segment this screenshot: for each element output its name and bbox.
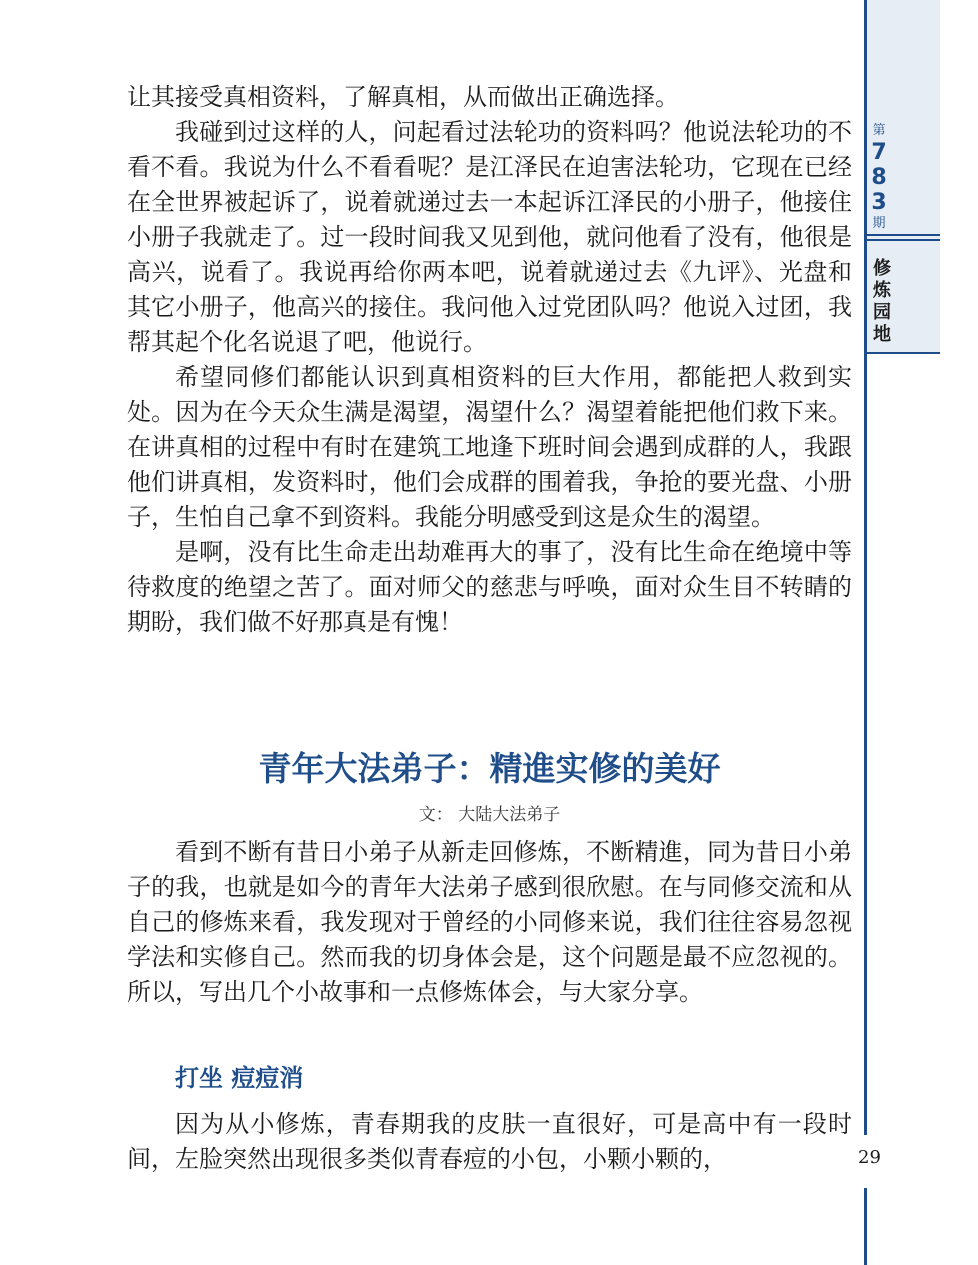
sidebar-rule-lower — [864, 1188, 867, 1265]
paragraph: 我碰到过这样的人，问起看过法轮功的资料吗？他说法轮功的不看不看。我说为什么不看看呢？是江泽民在迫害法轮功，它现在已经在全世界被起诉了，说着就递过去一本起诉江泽民的小册子，他接住小册子我就走了。过一段时间我又见到他，就问他看了没有，他很是高兴，说看了。我说再给你两本吧，说着就递过去《九评》、光盘和其它小册子，他高兴的接住。我问他入过党团队吗？他说入过团，我帮其起个化名说退了吧，他说行。 — [127, 118, 852, 356]
paragraph: 希望同修们都能认识到真相资料的巨大作用，都能把人救到实处。因为在今天众生满是渴望，渴望什么？渴望着能把他们救下来。在讲真相的过程中有时在建筑工地逢下班时间会遇到成群的人，我跟他们讲真相，发资料时，他们会成群的围着我，争抢的要光盘、小册子，生怕自己拿不到资料。我能分明感受到这是众生的渴望。 — [127, 363, 852, 531]
section-char: 修 — [873, 258, 891, 279]
issue-prefix: 第 — [872, 123, 886, 138]
section-subheading: 打坐 痘痘消 — [175, 1064, 304, 1092]
sidebar-divider — [867, 352, 940, 354]
issue-digit: 3 — [871, 190, 887, 215]
section-char: 炼 — [873, 280, 891, 301]
paragraph: 是啊，没有比生命走出劫难再大的事了，没有比生命在绝境中等待救度的绝望之苦了。面对师父的慈悲与呼唤，面对众生目不转睛的期盼，我们做不好那真是有愧！ — [127, 538, 852, 636]
article-title: 青年大法弟子：精進实修的美好 — [258, 749, 721, 788]
paragraph: 看到不断有昔日小弟子从新走回修炼，不断精進，同为昔日小弟子的我，也就是如今的青年大法弟子感到很欣慰。在与同修交流和从自己的修炼来看，我发现对于曾经的小同修来说，我们往往容易忽视学法和实修自己。然而我的切身体会是，这个问题是最不应忽视的。所以，写出几个小故事和一点修炼体会，与大家分享。 — [127, 838, 852, 1006]
article-byline: 文： 大陆大法弟子 — [418, 805, 561, 825]
issue-number — [867, 122, 891, 233]
sidebar-divider — [867, 234, 940, 236]
paragraph: 因为从小修炼，青春期我的皮肤一直很好，可是高中有一段时间，左脸突然出现很多类似青春痘的小包，小颗小颗的， — [127, 1110, 852, 1173]
sidebar-divider — [867, 239, 940, 241]
article-intro — [127, 835, 852, 1010]
article-continuation — [127, 80, 852, 640]
section-body — [127, 1107, 852, 1177]
paragraph: 让其接受真相资料，了解真相，从而做出正确选择。 — [127, 83, 679, 111]
section-char: 地 — [873, 324, 891, 345]
issue-digit: 8 — [871, 165, 887, 190]
section-char: 园 — [873, 302, 891, 323]
issue-suffix: 期 — [872, 216, 886, 231]
issue-digit: 7 — [871, 140, 887, 165]
page-number: 29 — [858, 1147, 881, 1168]
section-label — [867, 258, 897, 346]
